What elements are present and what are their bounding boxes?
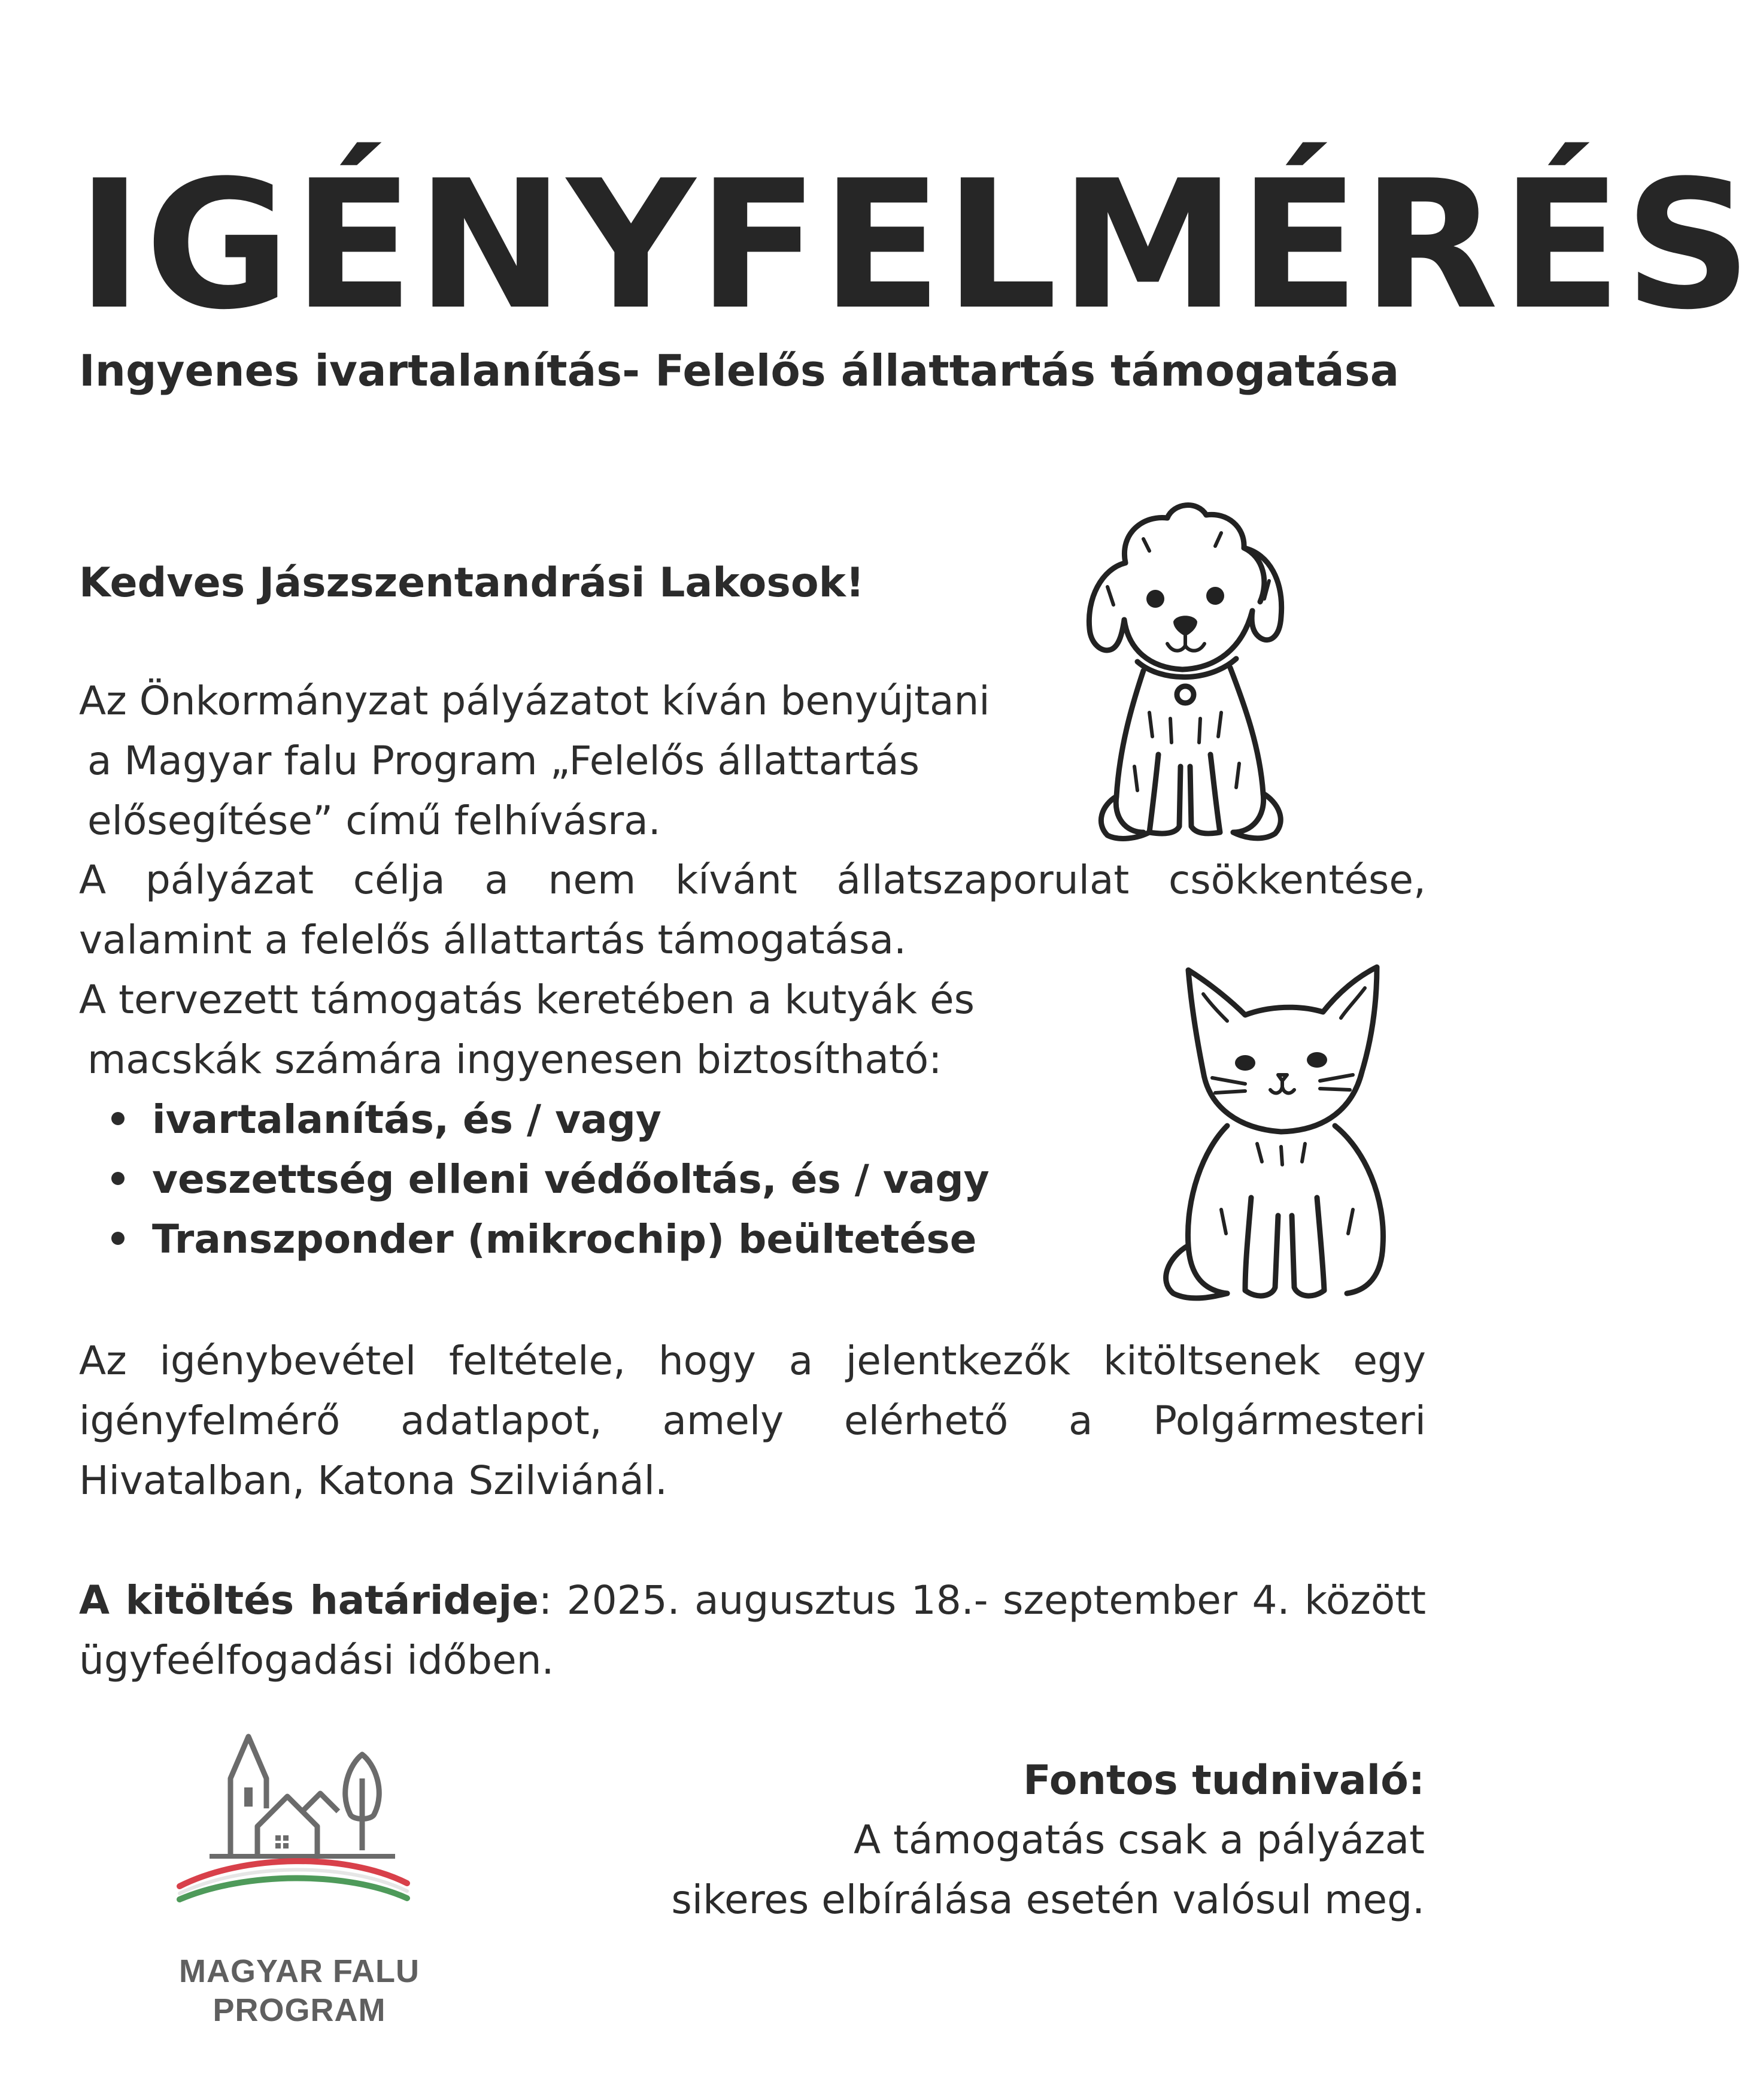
deadline-line [79,1577,1426,1623]
bullet-text: veszettség elleni védőoltás, és / vagy [152,1156,990,1202]
support-line-1: A tervezett támogatás keretében a kutyák és [79,977,975,1023]
bullet-item [111,1156,990,1202]
note-line-1: A támogatás csak a pályázat [853,1817,1425,1863]
bullet-dot [111,1112,125,1125]
intro-line-3: elősegítése” című felhívásra. [87,798,661,844]
goal-line-2: valamint a felelős állattartás támogatása. [79,917,906,963]
logo-text-line-2: PROGRAM [213,1992,386,2028]
magyar-falu-logo-icon [174,1725,425,1952]
bullet-dot [111,1172,125,1185]
note-heading: Fontos tudnivaló: [1023,1757,1425,1804]
intro-line-2: a Magyar falu Program „Felelős állattartás [87,738,920,784]
greeting: Kedves Jászszentandrási Lakosok! [79,559,864,607]
logo-text-line-1: MAGYAR FALU [178,1953,420,1989]
bullet-item [111,1216,977,1262]
note-line-2: sikeres elbírálása esetén valósul meg. [671,1877,1425,1923]
intro-line-1: Az Önkormányzat pályázatot kíván benyújtani [79,678,990,724]
cat-illustration-icon [1155,958,1419,1305]
deadline-continuation: ügyfeélfogadási időben. [79,1637,554,1683]
dog-illustration-icon [1054,491,1317,850]
bullet-text: ivartalanítás, és / vagy [152,1096,661,1143]
page-title: IGÉNYFELMÉRÉS [77,142,1754,349]
goal-line-1: A pályázat célja a nem kívánt állatszaporulat csökkentése, [79,857,1426,903]
support-line-2: macskák számára ingyenesen biztosítható: [87,1037,942,1083]
bullet-item [111,1096,661,1143]
deadline-label: A kitöltés határideje [79,1577,539,1623]
bullet-text: Transzponder (mikrochip) beültetése [152,1216,977,1262]
condition-line-2: igényfelmérő adatlapot, amely elérhető a Polgármesteri [79,1398,1426,1444]
condition-line-1: Az igénybevétel feltétele, hogy a jelentkezők kitöltsenek egy [79,1338,1426,1384]
page-subtitle: Ingyenes ivartalanítás- Felelős állattartás támogatása [79,346,1400,396]
deadline-value: : 2025. augusztus 18.- szeptember 4. között [538,1577,1426,1623]
condition-line-3: Hivatalban, Katona Szilviánál. [79,1457,667,1504]
bullet-dot [111,1232,125,1245]
